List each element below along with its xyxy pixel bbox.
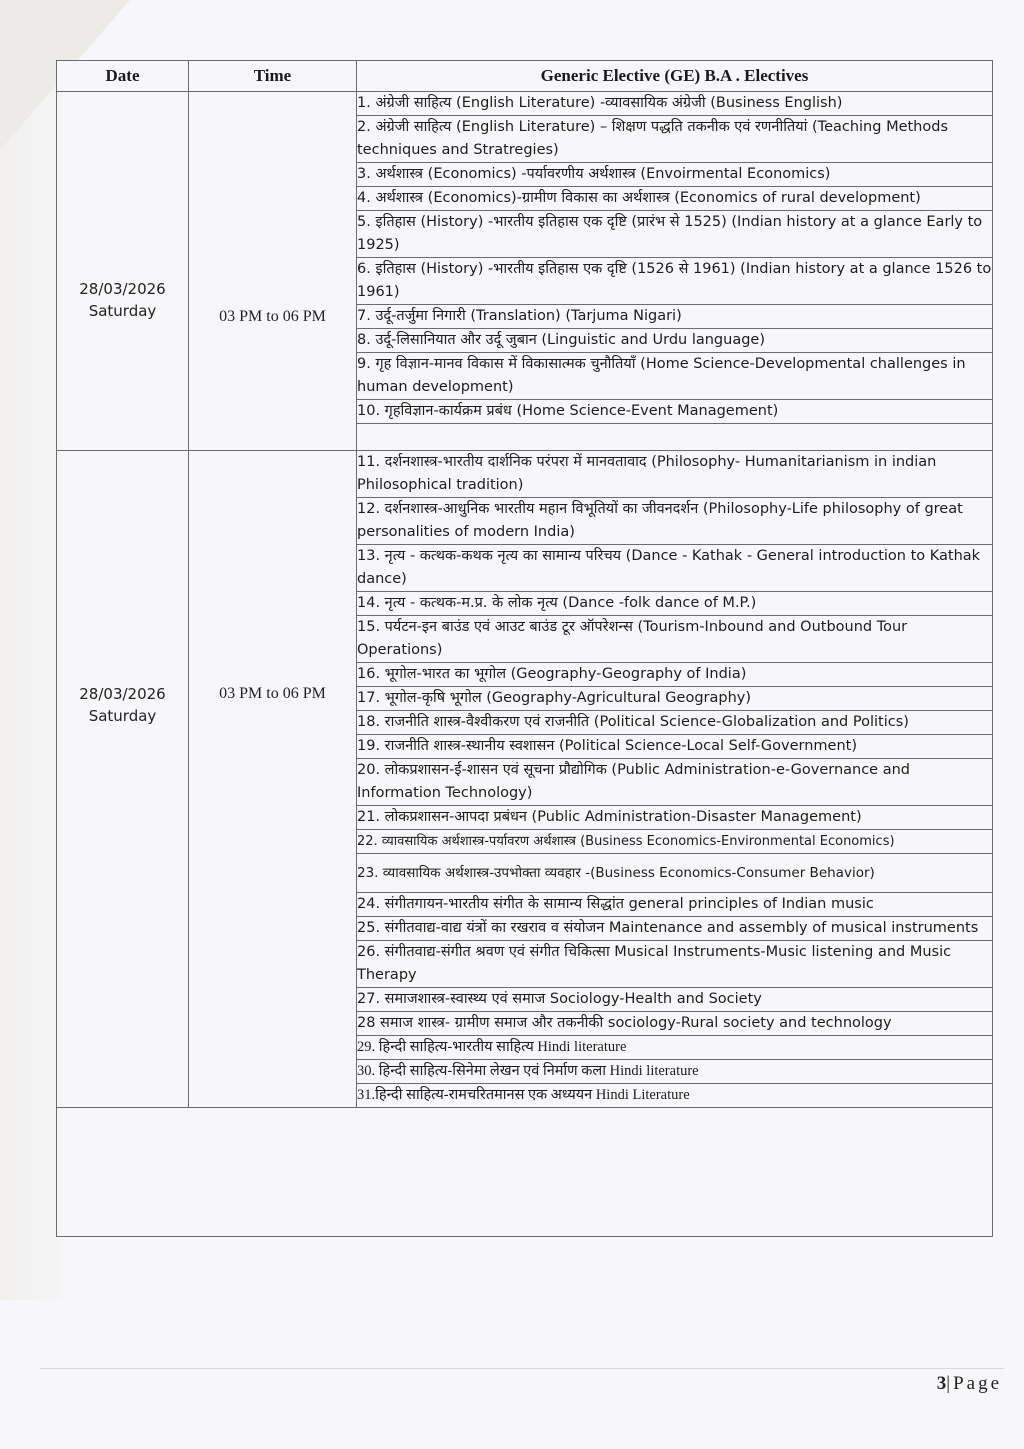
elective-item: 15. पर्यटन-इन बाउंड एवं आउट बाउंड टूर ऑपरेशन्स (Tourism-Inbound and Outbound Tour Operations) <box>357 616 993 663</box>
electives-column-header: Generic Elective (GE) B.A . Electives <box>357 61 993 92</box>
elective-item: 1. अंग्रेजी साहित्य (English Literature) -व्यावसायिक अंग्रेजी (Business English) <box>357 92 993 116</box>
elective-item: 31.हिन्दी साहित्य-रामचरितमानस एक अध्ययन Hindi Literature <box>357 1084 993 1108</box>
session-1-date-cell <box>57 92 189 451</box>
session-2-time-cell <box>189 451 357 1108</box>
session-2-date-cell <box>57 451 189 1108</box>
page-label: Page <box>953 1373 1002 1394</box>
table-footer-row <box>57 1108 993 1237</box>
elective-item: 13. नृत्य - कत्थक-कथक नृत्य का सामान्य परिचय (Dance - Kathak - General introduction to Kathak dance) <box>357 545 993 592</box>
elective-item: 3. अर्थशास्त्र (Economics) -पर्यावरणीय अर्थशास्त्र (Envoirmental Economics) <box>357 163 993 187</box>
elective-item: 24. संगीतगायन-भारतीय संगीत के सामान्य सिद्धांत general principles of Indian music <box>357 893 993 917</box>
elective-item: 27. समाजशास्त्र-स्वास्थ्य एवं समाज Sociology-Health and Society <box>357 988 993 1012</box>
footer-divider <box>40 1368 1004 1369</box>
elective-item: 2. अंग्रेजी साहित्य (English Literature) – शिक्षण पद्धति तकनीक एवं रणनीतियां (Teaching Methods techniques and Stratregies) <box>357 116 993 163</box>
elective-item: 8. उर्दू-लिसानियात और उर्दू जुबान (Linguistic and Urdu language) <box>357 329 993 353</box>
table-row <box>57 92 993 116</box>
elective-item: 14. नृत्य - कत्थक-म.प्र. के लोक नृत्य (Dance -folk dance of M.P.) <box>357 592 993 616</box>
session-day: Saturday <box>88 302 157 320</box>
page-shadow <box>0 0 62 1300</box>
elective-item: 4. अर्थशास्त्र (Economics)-ग्रामीण विकास का अर्थशास्त्र (Economics of rural development) <box>357 187 993 211</box>
elective-item: 29. हिन्दी साहित्य-भारतीय साहित्य Hindi literature <box>357 1036 993 1060</box>
time-column-header: Time <box>189 61 357 92</box>
elective-item: 25. संगीतवाद्य-वाद्य यंत्रों का रखराव व संयोजन Maintenance and assembly of musical instruments <box>357 917 993 941</box>
elective-item: 6. इतिहास (History) -भारतीय इतिहास एक दृष्टि (1526 से 1961) (Indian history at a glance 1526 to 1961) <box>357 258 993 305</box>
session-day: Saturday <box>88 707 157 725</box>
page-number <box>937 1373 1002 1395</box>
elective-item: 28 समाज शास्त्र- ग्रामीण समाज और तकनीकी sociology-Rural society and technology <box>357 1012 993 1036</box>
date-column-header: Date <box>57 61 189 92</box>
elective-item: 7. उर्दू-तर्जुमा निगारी (Translation) (Tarjuma Nigari) <box>357 305 993 329</box>
elective-item: 20. लोकप्रशासन-ई-शासन एवं सूचना प्रौद्योगिक (Public Administration-e-Governance and Information Technology) <box>357 759 993 806</box>
elective-item: 26. संगीतवाद्य-संगीत श्रवण एवं संगीत चिकित्सा Musical Instruments-Music listening and Music Therapy <box>357 941 993 988</box>
table-header-row <box>57 61 993 92</box>
blank-row <box>357 424 993 451</box>
session-time: 03 PM to 06 PM <box>219 308 326 325</box>
elective-item: 23. व्यावसायिक अर्थशास्त्र-उपभोक्ता व्यवहार -(Business Economics-Consumer Behavior) <box>357 854 993 893</box>
page-separator: | <box>946 1373 954 1394</box>
elective-item: 5. इतिहास (History) -भारतीय इतिहास एक दृष्टि (प्रारंभ से 1525) (Indian history at a glance Early to 1925) <box>357 211 993 258</box>
elective-item: 11. दर्शनशास्त्र-भारतीय दार्शनिक परंपरा में मानवतावाद (Philosophy- Humanitarianism in indian Philosophical tradition) <box>357 451 993 498</box>
elective-item: 22. व्यावसायिक अर्थशास्त्र-पर्यावरण अर्थशास्त्र (Business Economics-Environmental Economics) <box>357 830 993 854</box>
table-row <box>57 451 993 498</box>
elective-item: 19. राजनीति शास्त्र-स्थानीय स्वशासन (Political Science-Local Self-Government) <box>357 735 993 759</box>
session-time: 03 PM to 06 PM <box>219 685 326 702</box>
session-1-time-cell <box>189 92 357 451</box>
page-number-value: 3 <box>936 1373 947 1394</box>
elective-item: 12. दर्शनशास्त्र-आधुनिक भारतीय महान विभूतियों का जीवनदर्शन (Philosophy-Life philosophy of great personalities of modern India) <box>357 498 993 545</box>
elective-item: 9. गृह विज्ञान-मानव विकास में विकासात्मक चुनौतियाँ (Home Science-Developmental challenges in human development) <box>357 353 993 400</box>
elective-item: 18. राजनीति शास्त्र-वैश्वीकरण एवं राजनीति (Political Science-Globalization and Politics) <box>357 711 993 735</box>
session-date: 28/03/2026 <box>79 280 166 298</box>
exam-timetable <box>56 60 993 1237</box>
elective-item: 30. हिन्दी साहित्य-सिनेमा लेखन एवं निर्माण कला Hindi literature <box>357 1060 993 1084</box>
elective-item: 16. भूगोल-भारत का भूगोल (Geography-Geography of India) <box>357 663 993 687</box>
session-date: 28/03/2026 <box>79 685 166 703</box>
empty-footer-cell <box>57 1108 993 1237</box>
elective-item: 10. गृहविज्ञान-कार्यक्रम प्रबंध (Home Science-Event Management) <box>357 400 993 424</box>
elective-item: 21. लोकप्रशासन-आपदा प्रबंधन (Public Administration-Disaster Management) <box>357 806 993 830</box>
elective-item: 17. भूगोल-कृषि भूगोल (Geography-Agricultural Geography) <box>357 687 993 711</box>
